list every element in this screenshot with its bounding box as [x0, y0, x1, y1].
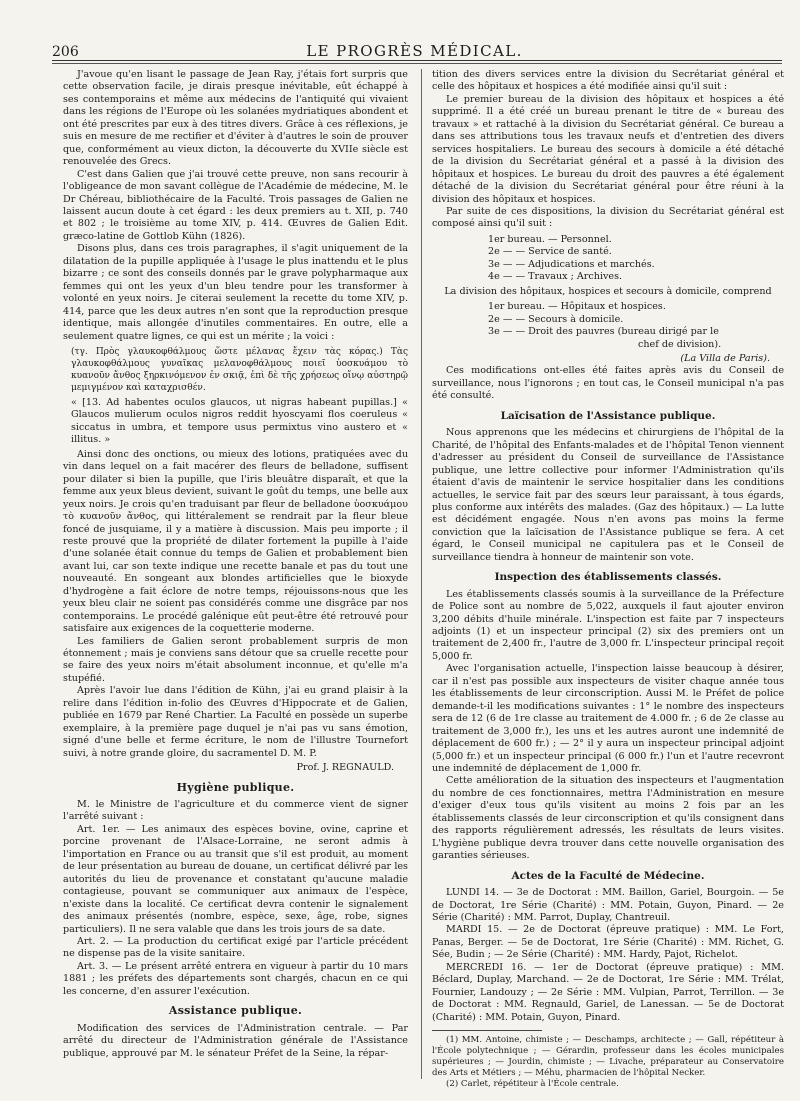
- secretariat-bureau-list: [488, 234, 784, 284]
- paragraph: C'est dans Galien que j'ai trouvé cette preuve, non sans recourir à l'obligeance de mon savant collègue de l'Académie de médecine, M. le Dr Chéreau, bibliothécaire de la Faculté. Trois passages de Galien ne laissent aucun doute à cet égard : les deux premiers au t. XII, p. 740 et 802 ; le troisième au tome XIV, p. 414. Œuvres de Galien Edit. græco-latine de Gottlob Kühn (1826).: [63, 168, 408, 242]
- paragraph: MERCREDI 16. — 1er de Doctorat (épreuve pratique) : MM. Béclard, Duplay, Marchand. — 2e de Doctorat, 1re Série : MM. Trélat, Fournier, Landouzy ; — 2e Série : MM. Vulpian, Parrot, Terrillon. — 3e de Doctorat : MM. Regnauld, Gariel, de Lanessan. — 5e de Doctorat (Charité) : MM. Potain, Guyon, Pinard.: [432, 961, 784, 1023]
- list-item: 4e — — Travaux ; Archives.: [488, 271, 623, 283]
- section-heading-inspection: Inspection des établissements classés.: [494, 571, 722, 584]
- header-rule-thin: [52, 63, 782, 64]
- paragraph: LUNDI 14. — 3e de Doctorat : MM. Baillon, Gariel, Bourgoin. — 5e de Doctorat, 1re Série (Charité) : MM. Potain, Guyon, Pinard. — 2e Série (Charité) : MM. Parrot, Duplay, Chantreuil.: [432, 887, 784, 923]
- paragraph: Par suite de ces dispositions, la division du Secrétariat général est composé ainsi qu'il suit :: [432, 205, 784, 230]
- journal-title: LE PROGRÈS MÉDICAL.: [306, 42, 523, 60]
- section-heading-actes: Actes de la Faculté de Médecine.: [511, 869, 705, 882]
- paragraph: La division des hôpitaux, hospices et secours à domicile, comprend: [444, 285, 772, 297]
- list-item: 1er bureau. — Personnel.: [488, 233, 612, 245]
- page-number: 206: [52, 44, 79, 60]
- footnote-rule: [432, 1030, 542, 1031]
- paragraph: Le premier bureau de la division des hôpitaux et hospices a été supprimé. Il a été créé un bureau prenant le titre de « bureau des travaux » et rattaché à la division du Secrétariat général. Ce bureau a dans ses attributions tous les travaux neufs et d'entretien des divers services hospitaliers. Le bureau des secours à domicile a été détaché de la division du Secrétariat général et a passé à la division des hôpitaux et hospices. Le bureau du droit des pauvres a été également détaché de la division du Secrétariat général pour être réuni à la division des hôpitaux et hospices.: [432, 93, 784, 205]
- paragraph: Art. 1er. — Les animaux des espèces bovine, ovine, caprine et porcine provenant de l'Alsace-Lorraine, ne seront admis à l'importation en France ou au transit que s'il est produit, au moment de leur présentation au bureau de douane, un certificat délivré par les autorités du lieu de provenance et constatant qu'aucune maladie contagieuse, pouvant se communiquer aux animaux de l'espèce, n'existe dans la localité. Ce certificat devra contenir le signalement des animaux présentés (nombre, espèce, sexe, âge, robe, signes particuliers). Il ne sera valable que dans les trois jours de sa date.: [63, 823, 408, 935]
- list-item: 2e — — Secours à domicile.: [488, 313, 624, 325]
- list-item: 2e — — Service de santé.: [488, 246, 612, 258]
- author-signature: Prof. J. REGNAULD.: [296, 762, 394, 774]
- paragraph: Les familiers de Galien seront probablement surpris de mon étonnement ; mais je conviens sans détour que sa cruelle recette pour se faire des yeux noirs m'était absolument inconnue, et qu'elle m'a stupéfié.: [63, 635, 408, 684]
- source-citation: (La Villa de Paris).: [680, 352, 770, 364]
- paragraph: Après l'avoir lue dans l'édition de Kühn, j'ai eu grand plaisir à la relire dans l'édition in-folio des Œuvres d'Hippocrate et de Galien, publiée en 1679 par René Chartier. La Faculté en possède un superbe exemplaire, à la première page duquel je n'ai pas vu sans émotion, signé d'une belle et ferme écriture, le nom de l'illustre Tournefort suivi, à notre grande gloire, du sacramentel D. M. P.: [63, 685, 408, 759]
- paragraph: Nous apprenons que les médecins et chirurgiens de l'hôpital de la Charité, de l'hôpital des Enfants-malades et de l'hôpital Tenon viennent d'adresser au président du Conseil de surveillance de l'Assistance publique, une lettre collective pour informer l'Administration qu'ils étaient d'avis de maintenir le service hospitalier dans les conditions actuelles, le service fait par des sœurs leur paraissant, à tous égards, plus conforme aux intérêts des malades. (Gaz des hôpitaux.) — La lutte est décidément engagée. Nous n'en avons pas moins la ferme conviction que la laïcisation de l'Assistance publique se fera. A cet égard, le Conseil municipal ne capitulera pas et le Conseil de surveillance tiendra à honneur de maintenir son vote.: [432, 427, 784, 563]
- paragraph: Modification des services de l'Administration centrale. — Par arrêté du directeur de l'Administration générale de l'Assistance publique, approuvé par M. le sénateur Préfet de la Seine, la répar-: [63, 1022, 408, 1059]
- list-item: chef de division).: [638, 338, 722, 350]
- latin-translation: « [13. Ad habentes oculos glaucos, ut nigras habeant pupillas.] « Glaucos mulierum oculos nigros reddit hyoscyami flos coeruleus « siccatus in umbra, et tempore usus permixtus vino austero et « illitus. »: [71, 396, 408, 446]
- footnote: (1) MM. Antoine, chimiste ; — Deschamps, architecte ; — Gall, répétiteur à l'École polytechnique ; — Gérardin, professeur dans les écoles municipales supérieures ; — Jourdin, chimiste ; — Livache, préparateur au Conservatoire des Arts et Métiers ; — Méhu, pharmacien de l'hôpital Necker.: [432, 1035, 784, 1079]
- paragraph: Ainsi donc des onctions, ou mieux des lotions, pratiquées avec du vin dans lequel on a fait macérer des fleurs de belladone, suffisent pour dilater si bien la pupille, que l'iris bleuâtre disparaît, et que la femme aux yeux bleus devient, suivant le goût du temps, une belle aux yeux noirs. Je crois qu'en traduisant par fleur de belladone ὑοσκυάμου τὸ κυανοῦν ἄνθος, qui littéralement se rendrait par la fleur bleue foncé de jusquiame, il y a matière à discussion. Mais peu importe ; il reste prouvé que la propriété de dilater fortement la pupille à l'aide d'une solanée était connue du temps de Galien et probablement bien avant lui, car son texte indique une recette banale et pas du tout une nouveauté. En songeant aux blondes artificielles que le bioxyde d'hydrogène a fait éclore de notre temps, réjouissons-nous que les yeux bleu clair ne soient pas considérés comme une disgrâce par nos contemporains. Le procédé galénique eût peut-être été retrouvé pour satisfaire aux exigences de la coquetterie moderne.: [63, 448, 408, 635]
- list-item: 1er bureau. — Hôpitaux et hospices.: [488, 301, 666, 313]
- list-item: 3e — — Adjudications et marchés.: [488, 258, 655, 270]
- hospital-bureau-list: [488, 301, 784, 351]
- column-divider: [421, 69, 422, 1079]
- paragraph: Disons plus, dans ces trois paragraphes, il s'agit uniquement de la dilatation de la pupille appliquée à l'usage le plus inattendu et le plus bizarre ; ce sont des conseils donnés par le grave polypharmaque aux femmes qui ont les yeux d'un bleu tendre pour les transformer à volonté en yeux noirs. Je citerai seulement la recette du tome XIV, p. 414, parce que les deux autres n'en sont que la reproduction presque identique, mais allongée d'inutiles commentaires. En outre, elle a seulement quatre lignes, ce qui est un mérite ; la voici :: [63, 243, 408, 342]
- left-column: [63, 69, 408, 1079]
- paragraph: Art. 3. — Le présent arrêté entrera en vigueur à partir du 10 mars 1881 ; les préfets des départements sont chargés, chacun en ce qui les concerne, d'en assurer l'exécution.: [63, 960, 408, 997]
- list-item: 3e — — Droit des pauvres (bureau dirigé par le: [488, 326, 719, 338]
- paragraph: Ces modifications ont-elles été faites après avis du Conseil de surveillance, nous l'ignorons ; en tout cas, le Conseil municipal n'a pas été consulté.: [432, 365, 784, 402]
- paragraph: Avec l'organisation actuelle, l'inspection laisse beaucoup à désirer, car il n'est pas possible aux inspecteurs de visiter chaque année tous les établissements de leur circonscription. Aussi M. le Préfet de police demande-t-il les modifications suivantes : 1° le nombre des inspecteurs sera de 12 (6 de 1re classe au traitement de 4.000 fr. ; 6 de 2e classe au traitement de 3,000 fr.), les uns et les autres auront une indemnité de déplacement de 600 fr.) ; — 2° il y aura un inspecteur principal adjoint (5,000 fr.) et un inspecteur principal (6 000 fr.) l'un et l'autre recevront une indemnité de déplacement de 1,000 fr.: [432, 663, 784, 775]
- paragraph: M. le Ministre de l'agriculture et du commerce vient de signer l'arrêté suivant :: [63, 799, 408, 823]
- paragraph: tition des divers services entre la division du Secrétariat général et celle des hôpitaux et hospices a été modifiée ainsi qu'il suit :: [432, 69, 784, 93]
- paragraph: Art. 2. — La production du certificat exigé par l'article précédent ne dispense pas de la visite sanitaire.: [63, 936, 408, 960]
- greek-quotation: (τγ. Πρὸς γλαυκοφθάλμους ὥστε μέλανας ἔχειν τὰς κόρας.) Τὰς γλαυκοφθάλμους γυναῖκας μελανοφθάλμους ποιεῖ ὑοσκυάμου τὸ κυανοῦν ἄνθος ξηρκινόμενον ἐν σκιᾷ, ἐπὶ δὲ τῆς χρήσεως οἴνῳ αὐστηρῷ μεμιγμένον καὶ καταχρισθέν.: [71, 346, 408, 393]
- section-heading-hygiene: Hygiène publique.: [176, 780, 295, 794]
- header-rule: [52, 60, 782, 61]
- paragraph: Cette amélioration de la situation des inspecteurs et l'augmentation du nombre de ces fonctionnaires, mettra l'Administration en mesure d'exiger d'eux tous qu'ils visitent au moins 2 fois par an les établissements classés de leur circonscription et qu'ils consignent dans des rapports régulièrement adressés, les résultats de leurs visites. L'hygiène publique devra trouver dans cette nouvelle organisation des garanties sérieuses.: [432, 775, 784, 862]
- section-heading-laicisation: Laïcisation de l'Assistance publique.: [500, 409, 716, 422]
- footnote: (2) Carlet, répétiteur à l'École centrale.: [446, 1079, 619, 1090]
- page-header: [52, 38, 777, 62]
- paragraph: MARDI 15. — 2e de Doctorat (épreuve pratique) : MM. Le Fort, Panas, Berger. — 5e de Doctorat, 1re Série (Charité) : MM. Richet, G. Sée, Budin ; — 2e Série (Charité) : MM. Hardy, Pajot, Richelot.: [432, 924, 784, 961]
- right-column: [432, 69, 784, 1090]
- paragraph: Les établissements classés soumis à la surveillance de la Préfecture de Police sont au nombre de 5,022, auxquels il faut ajouter environ 3,200 débits d'huile minérale. L'inspection est faite par 7 inspecteurs adjoints (1) et un inspecteur principal (2) six des premiers ont un traitement de 2,400 fr., l'autre de 3,000 fr. L'inspecteur principal reçoit 5,000 fr.: [432, 588, 784, 662]
- section-heading-assistance: Assistance publique.: [168, 1004, 303, 1018]
- paragraph: J'avoue qu'en lisant le passage de Jean Ray, j'étais fort surpris que cette observation facile, je dirais presque inévitable, eût échappé à ses contemporains et même aux médecins de l'antiquité qui vivaient dans les régions de l'Europe où les solanées mydriatiques abondent et ont été prescrites par eux à des titres divers. Grâce à ces réflexions, je suis en mesure de me rectifier et d'éviter à d'autres le soin de prouver que, conformément au vieux dicton, la découverte du XVIIe siècle est renouvelée des Grecs.: [63, 69, 408, 168]
